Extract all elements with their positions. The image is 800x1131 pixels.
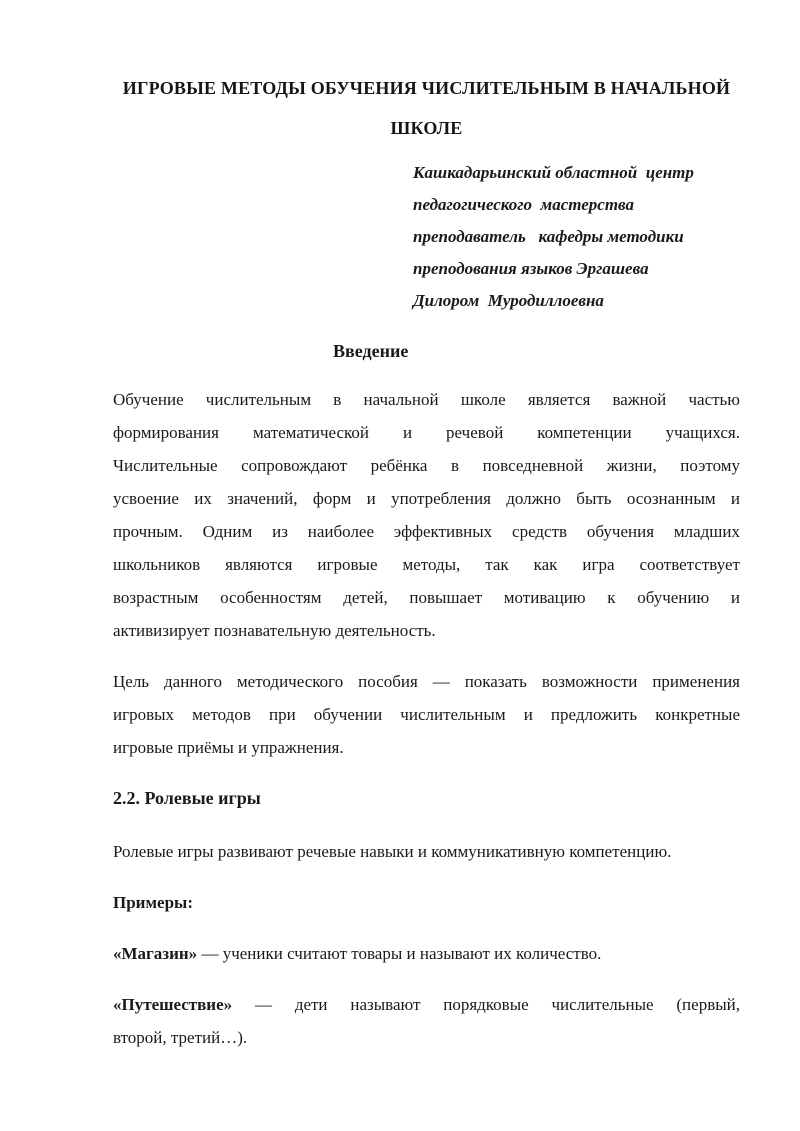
text-line: Цель данного методического пособия — показать возможности применения [113,672,740,691]
intro-heading: Введение [333,341,409,361]
text-line: преподования языков Эргашева [413,259,649,278]
text-line: Дилором Муродиллоевна [413,291,604,310]
examples-label: Примеры: [113,893,193,912]
example-description: — ученики считают товары и называют их количество. [197,944,602,963]
text-line: Числительные сопровождают ребёнка в повседневной жизни, поэтому [113,456,740,475]
document-title [113,68,740,148]
text-line: игровые приёмы и упражнения. [113,738,344,757]
text-line [113,988,740,1021]
text-line: преподаватель кафедры методики [413,227,684,246]
text-line: усвоение их значений, форм и употребления должно быть осознанным и [113,489,740,508]
text-line: прочным. Одним из наиболее эффективных средств обучения младших [113,522,740,541]
text-line: формирования математической и речевой компетенции учащихся. [113,423,740,442]
intro-paragraph [113,383,740,647]
text-line: возрастным особенностям детей, повышает мотивацию к обучению и [113,588,740,607]
example-term: «Магазин» [113,944,198,963]
example-item-puteshestvie [113,988,740,1054]
text-line: школьников являются игровые методы, так как игра соответствует [113,555,740,574]
example-description: — дети называют порядковые числительные (первый, [232,995,740,1014]
example-item-magazin [113,937,740,970]
text-line: Кашкадарьинский областной центр [413,163,694,182]
roleplay-heading: 2.2. Ролевые игры [113,788,261,808]
text-line: педагогического мастерства [413,195,635,214]
text-line [113,937,740,970]
text-line: активизирует познавательную деятельность. [113,621,436,640]
text-line: Обучение числительным в начальной школе является важной частью [113,390,740,409]
roleplay-paragraph: Ролевые игры развивают речевые навыки и коммуникативную компетенцию. [113,842,672,861]
text-line: игровых методов при обучении числительным и предложить конкретные [113,705,740,724]
text-line: второй, третий…). [113,1028,248,1047]
author-block [413,157,740,317]
example-term: «Путешествие» [113,995,233,1014]
goal-paragraph [113,665,740,764]
text-line: ИГРОВЫЕ МЕТОДЫ ОБУЧЕНИЯ ЧИСЛИТЕЛЬНЫМ В НАЧАЛЬНОЙ [122,78,731,98]
text-line: ШКОЛЕ [390,118,463,138]
